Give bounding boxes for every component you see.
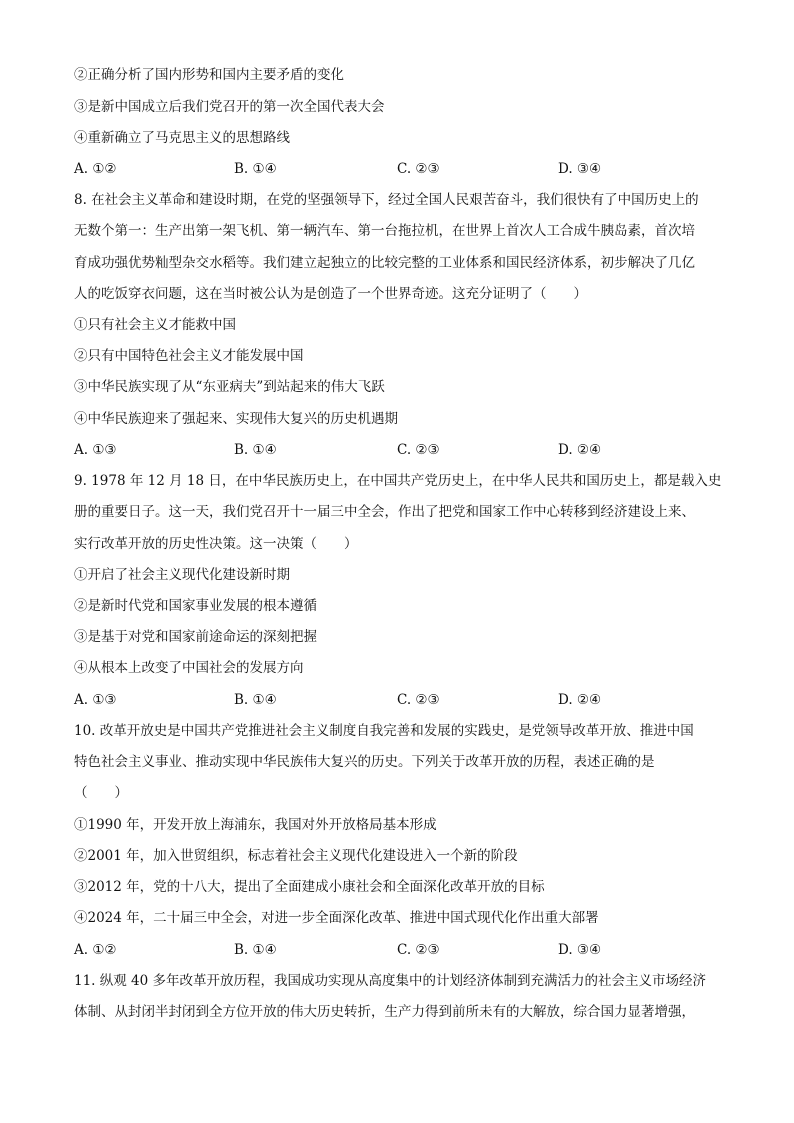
q8-item-3: ③中华民族实现了从“东亚病夫”到站起来的伟大飞跃 bbox=[74, 379, 385, 395]
q9-item-1: ①开启了社会主义现代化建设新时期 bbox=[74, 567, 290, 583]
q11-stem-line-2: 体制、从封闭半封闭到全方位开放的伟大历史转折，生产力得到前所未有的大解放，综合国力显著增强， bbox=[74, 1004, 695, 1020]
q9-option-c: C. ②③ bbox=[397, 692, 440, 708]
q9-option-a: A. ①③ bbox=[74, 692, 117, 708]
q8-item-2: ②只有中国特色社会主义才能发展中国 bbox=[74, 348, 304, 364]
q8-option-d: D. ②④ bbox=[558, 442, 602, 458]
q10-item-4: ④2024 年，二十届三中全会，对进一步全面深化改革、推进中国式现代化作出重大部署 bbox=[74, 910, 599, 926]
q10-option-a: A. ①② bbox=[74, 942, 117, 958]
q10-option-d: D. ③④ bbox=[558, 942, 602, 958]
q8-item-1: ①只有社会主义才能救中国 bbox=[74, 317, 236, 333]
q7-option-a: A. ①② bbox=[74, 161, 117, 177]
q9-option-b: B. ①④ bbox=[234, 692, 277, 708]
q9-item-3: ③是基于对党和国家前途命运的深刻把握 bbox=[74, 629, 317, 645]
q9-stem-line-3: 实行改革开放的历史性决策。这一决策（ ） bbox=[74, 536, 358, 552]
q8-item-4: ④中华民族迎来了强起来、实现伟大复兴的历史机遇期 bbox=[74, 411, 398, 427]
q10-option-c: C. ②③ bbox=[397, 942, 440, 958]
q9-item-4: ④从根本上改变了中国社会的发展方向 bbox=[74, 660, 304, 676]
q7-option-c: C. ②③ bbox=[397, 161, 440, 177]
q7-item-3: ③是新中国成立后我们党召开的第一次全国代表大会 bbox=[74, 99, 385, 115]
q9-stem-line-2: 册的重要日子。这一天，我们党召开十一届三中全会，作出了把党和国家工作中心转移到经济建设上来、 bbox=[74, 504, 695, 520]
q11-stem-line-1: 11. 纵观 40 多年改革开放历程，我国成功实现从高度集中的计划经济体制到充满活力的社会主义市场经济 bbox=[74, 973, 707, 989]
q9-option-d: D. ②④ bbox=[558, 692, 602, 708]
q10-option-b: B. ①④ bbox=[234, 942, 277, 958]
q9-item-2: ②是新时代党和国家事业发展的根本遵循 bbox=[74, 598, 317, 614]
q7-item-4: ④重新确立了马克思主义的思想路线 bbox=[74, 130, 290, 146]
q7-option-b: B. ①④ bbox=[234, 161, 277, 177]
q8-stem-line-3: 育成功强优势籼型杂交水稻等。我们建立起独立的比较完整的工业体系和国民经济体系，初步解决了几亿 bbox=[74, 255, 695, 271]
q7-option-d: D. ③④ bbox=[558, 161, 602, 177]
q9-stem-line-1: 9. 1978 年 12 月 18 日，在中华民族历史上，在中国共产党历史上，在中华人民共和国历史上，都是载入史 bbox=[74, 473, 722, 489]
q8-option-a: A. ①③ bbox=[74, 442, 117, 458]
q10-stem-line-1: 10. 改革开放史是中国共产党推进社会主义制度自我完善和发展的实践史，是党领导改革开放、推进中国 bbox=[74, 723, 694, 739]
q10-item-2: ②2001 年，加入世贸组织，标志着社会主义现代化建设进入一个新的阶段 bbox=[74, 848, 518, 864]
q8-stem-line-1: 8. 在社会主义革命和建设时期，在党的坚强领导下，经过全国人民艰苦奋斗，我们很快有了中国历史上的 bbox=[74, 192, 699, 208]
q8-stem-line-4: 人的吃饭穿衣问题，这在当时被公认为是创造了一个世界奇迹。这充分证明了（ ） bbox=[74, 286, 587, 302]
q10-stem-line-3: （ ） bbox=[74, 785, 128, 801]
q10-stem-line-2: 特色社会主义事业、推动实现中华民族伟大复兴的历史。下列关于改革开放的历程，表述正确的是 bbox=[74, 754, 655, 770]
q8-option-c: C. ②③ bbox=[397, 442, 440, 458]
q8-stem-line-2: 无数个第一：生产出第一架飞机、第一辆汽车、第一台拖拉机，在世界上首次人工合成牛胰岛素，首次培 bbox=[74, 223, 695, 239]
q10-item-1: ①1990 年，开发开放上海浦东，我国对外开放格局基本形成 bbox=[74, 817, 437, 833]
q7-item-2: ②正确分析了国内形势和国内主要矛盾的变化 bbox=[74, 67, 344, 83]
q10-item-3: ③2012 年，党的十八大，提出了全面建成小康社会和全面深化改革开放的目标 bbox=[74, 879, 545, 895]
q8-option-b: B. ①④ bbox=[234, 442, 277, 458]
